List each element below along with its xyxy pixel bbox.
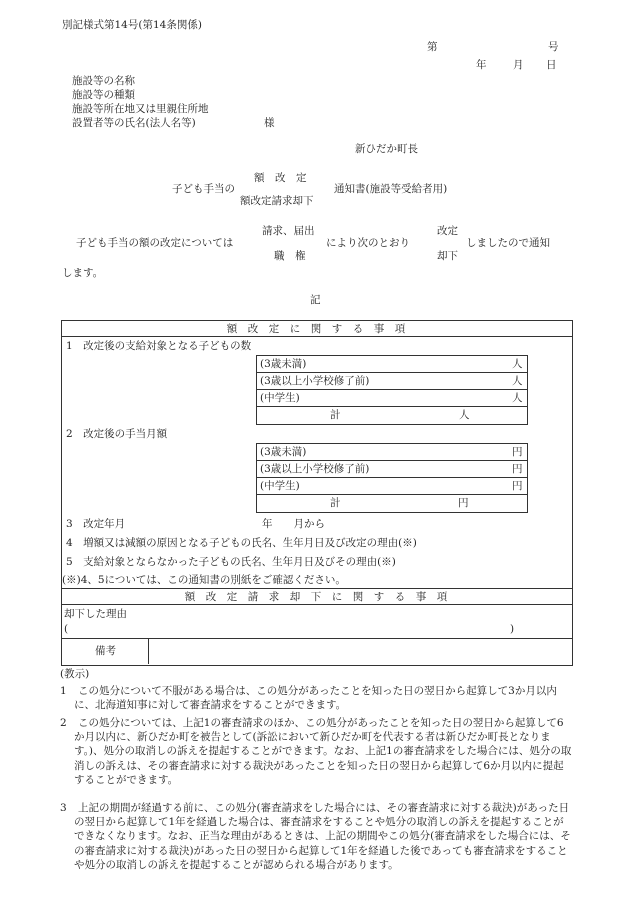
item5-label: 5 支給対象とならなかった子どもの氏名、生年月日及びその理由(※) [66,556,396,568]
intro-opt-kaitei: 改定 [437,225,458,237]
item1-row-unit: 人 [512,358,523,370]
item2-label: 2 改定後の手当月額 [66,428,168,440]
date-year: 年 [476,59,487,71]
item1-row-label: (中学生) [260,392,300,404]
instruction-heading: (教示) [60,668,90,680]
ki-label: 記 [310,294,321,306]
section1-note: (※)4、5については、この通知書の別紙をご確認ください。 [62,574,346,586]
item1-row-unit: 人 [512,392,523,404]
intro-opt-request: 請求、届出 [262,225,315,237]
item1-total-unit: 人 [459,409,470,421]
number-dai: 第 [427,41,438,53]
item1-row-label: (3歳未満) [260,358,307,370]
facility-type-label: 施設等の種類 [72,89,135,101]
sama-label: 様 [264,117,275,129]
bikou-label: 備考 [95,645,116,657]
instruction-num: 2 [60,717,67,729]
instruction-num: 1 [60,685,67,697]
item3-date: 年 月から [262,518,325,530]
item2-row-unit: 円 [512,463,523,475]
title-suffix: 通知書(施設等受給者用) [334,183,448,195]
item1-row-label: (3歳以上小学校修了前) [260,375,370,387]
item2-row-unit: 円 [512,446,523,458]
item3-label: 3 改定年月 [66,518,126,530]
section1-header: 額 改 定 に 関 す る 事 項 [226,323,406,335]
number-go: 号 [548,41,559,53]
facility-founder-label: 設置者等の氏名(法人名等) [72,117,196,129]
facility-name-label: 施設等の名称 [72,75,135,87]
item4-label: 4 増額又は減額の原因となる子どもの氏名、生年月日及び改定の理由(※) [66,537,417,549]
title-prefix: 子ども手当の [172,183,235,195]
instruction-item-3: 上記の期間が経過する前に、この処分(審査請求をした場合には、その審査請求に対する裁決)があった日の翌日から起算して1年を経過した場合は、審査請求をすることや処分の取消しの訴えを提起することができなくなります。なお、正当な理由があるときは、上記の期間やこの処分(審査請求をした場合には、その審査請求に対する裁決)があった日の翌日から起算して1年を経過した後であっても審査請求をすることや処分の取消しの訴えを提起することが認められる場合があります。 [74,802,571,871]
item2-row-unit: 円 [512,480,523,492]
instruction-item-2: この処分については、上記1の審査請求のほか、この処分があったことを知った日の翌日から起算して6か月以内に、新ひだか町を被告として(訴訟において新ひだか町を代表する者は新ひだか町長となります。)、処分の取消しの訴えを提起することができます。なお、上記1の審査請求をした場合には、処分の取消しの訴えは、その審査請求に対する裁決があったことを知った日の翌日から起算して6か月以内に提起することができます。 [74,717,572,786]
section2-header: 額 改 定 請 求 却 下 に 関 す る 事 項 [184,591,448,603]
item1-row-unit: 人 [512,375,523,387]
facility-address-label: 施設等所在地又は里親住所地 [72,103,209,115]
date-month: 月 [513,59,524,71]
date-day: 日 [546,59,557,71]
item1-label: 1 改定後の支給対象となる子どもの数 [66,340,252,352]
item2-total-label: 計 [330,497,341,509]
title-opt-kyakka: 額改定請求却下 [240,195,314,207]
item2-row-label: (3歳以上小学校修了前) [260,463,370,475]
item2-row-label: (中学生) [260,480,300,492]
paren-open: ( [64,623,69,635]
rejection-reason-label: 却下した理由 [64,608,127,620]
item2-total-unit: 円 [458,497,469,509]
instruction-item-1: この処分について不服がある場合は、この処分があったことを知った日の翌日から起算して3か月以内に、北海道知事に対して審査請求をすることができます。 [74,685,557,712]
issuer: 新ひだか町長 [355,143,418,155]
intro-text-2: により次のとおり [326,237,410,249]
intro-opt-kyakka: 却下 [437,250,458,262]
item1-total-label: 計 [330,409,341,421]
intro-text-1: 子ども手当の額の改定については [76,237,234,249]
intro-text-4: します。 [62,267,104,279]
form-id: 別記様式第14号(第14条関係) [62,19,202,31]
instruction-num: 3 [60,802,67,814]
intro-text-3: しましたので通知 [466,237,550,249]
paren-close: ) [510,623,515,635]
title-opt-kaitei: 額 改 定 [254,172,307,184]
intro-opt-shokken: 職 権 [274,250,306,262]
item2-row-label: (3歳未満) [260,446,307,458]
